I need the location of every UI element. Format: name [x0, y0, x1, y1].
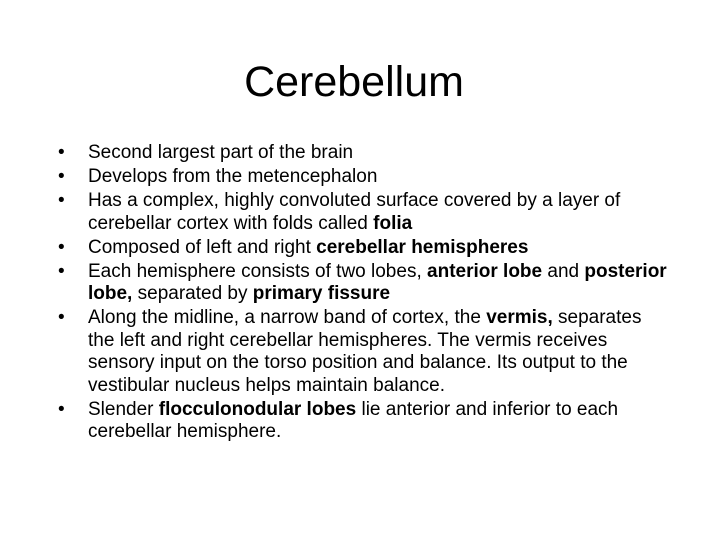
bullet-text: separated by — [132, 283, 253, 304]
bullet-bold-text: flocculonodular lobes — [158, 398, 357, 420]
bullet-marker: • — [58, 260, 65, 282]
bullet-item — [58, 399, 668, 444]
bullet-bold-text: folia — [373, 212, 413, 234]
bullet-marker: • — [58, 190, 65, 211]
bullet-item — [58, 237, 668, 260]
bullet-list — [58, 142, 668, 445]
bullet-item — [58, 261, 668, 306]
bullet-text: Has a complex, highly convoluted surface covered by a layer of cerebellar cortex with folds called — [88, 190, 621, 234]
bullet-bold-text: primary fissure — [252, 283, 391, 304]
bullet-text: Second largest part of the brain — [88, 142, 354, 163]
bullet-text: Slender — [88, 398, 159, 420]
bullet-bold-text: posterior lobe, — [88, 260, 667, 304]
bullet-text: and — [542, 260, 585, 282]
bullet-marker: • — [58, 236, 65, 258]
bullet-item — [58, 166, 668, 189]
bullet-item — [58, 142, 668, 165]
bullet-text: Along the midline, a narrow band of cortex, the — [88, 307, 487, 328]
bullet-item — [58, 307, 668, 397]
bullet-bold-text: vermis, — [486, 307, 553, 328]
bullet-marker: • — [58, 142, 65, 163]
bullet-bold-text: cerebellar hemispheres — [316, 236, 529, 258]
bullet-marker: • — [58, 398, 65, 420]
bullet-item — [58, 190, 668, 235]
bullet-text: Develops from the metencephalon — [88, 166, 378, 187]
bullet-bold-text: anterior lobe — [427, 260, 543, 282]
bullet-text: Each hemisphere consists of two lobes, — [88, 260, 428, 282]
bullet-marker: • — [58, 166, 65, 187]
bullet-text: lie anterior and inferior to each cerebellar hemisphere. — [88, 398, 619, 442]
bullet-text: separates the left and right cerebellar hemispheres. The vermis receives sensory input on the torso position and balance. Its output to the vestibular nucleus helps maintain balance. — [88, 307, 642, 396]
bullet-marker: • — [58, 307, 65, 328]
bullet-text: Composed of left and right — [88, 236, 317, 258]
slide-title: Cerebellum — [244, 58, 464, 106]
